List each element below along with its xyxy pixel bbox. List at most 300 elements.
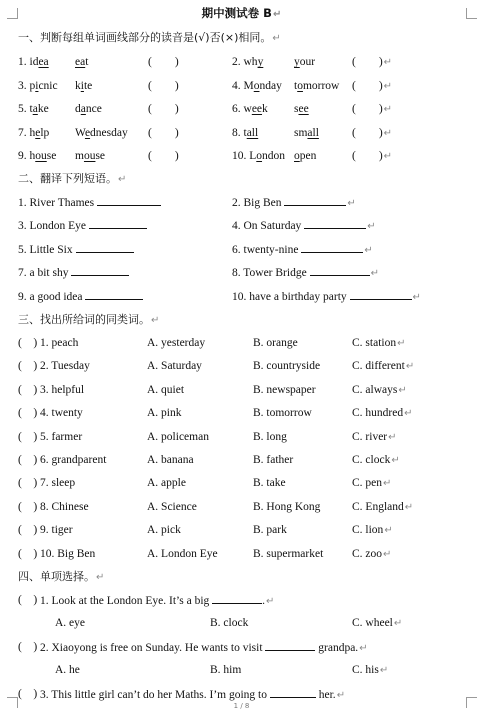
paragraph-mark-icon: ↵ — [398, 384, 407, 396]
phrase-item — [232, 217, 376, 235]
answer-blank[interactable] — [350, 288, 412, 300]
paragraph-mark-icon: ↵ — [364, 244, 373, 256]
paragraph-mark-icon: ↵ — [383, 151, 393, 162]
paragraph-mark-icon: ↵ — [383, 127, 393, 139]
question-text — [40, 639, 368, 657]
word-part: lp — [40, 126, 50, 139]
paragraph-mark-icon: ↵ — [367, 221, 376, 233]
option-a-text: A. policeman — [147, 430, 209, 443]
word-2 — [294, 125, 319, 141]
paragraph-mark-icon: ↵ — [383, 57, 393, 68]
item-number: 4. — [232, 79, 241, 92]
option-c-text: C. clock — [352, 454, 391, 466]
phrase-item — [18, 264, 129, 281]
item-number: 7. — [18, 126, 27, 139]
option-a-text: A. pink — [147, 407, 182, 420]
answer-paren[interactable] — [18, 452, 37, 468]
word-part: m — [75, 150, 84, 162]
option-c-text: C. wheel — [352, 617, 393, 629]
answer-blank[interactable] — [301, 241, 363, 253]
option-b-text: B. Hong Kong — [253, 500, 321, 513]
paren-text: ( ) — [148, 56, 179, 68]
option-c-text: C. England — [352, 500, 404, 513]
paragraph-mark-icon: ↵ — [379, 665, 389, 676]
answer-paren[interactable] — [148, 101, 179, 117]
underlined-part: all — [307, 126, 319, 139]
phonics-row — [0, 125, 483, 141]
phrase-item — [232, 264, 379, 282]
option-b-text: B. park — [253, 524, 287, 537]
category-row — [0, 335, 483, 351]
option-a[interactable] — [147, 382, 184, 398]
question-end: . — [262, 595, 266, 607]
paren-text: ( ) — [352, 126, 383, 139]
question-word-text: 7. sleep — [40, 477, 76, 490]
question-stem: 1. Look at the London Eye. It’s a big — [40, 595, 210, 607]
paragraph-mark-icon: ↵ — [118, 174, 127, 185]
word-2 — [294, 101, 309, 117]
answer-paren[interactable] — [352, 101, 392, 118]
question-word-text: 2. Tuesday — [40, 360, 90, 373]
category-row — [0, 475, 483, 491]
category-row — [0, 358, 483, 374]
answer-paren[interactable] — [352, 148, 392, 165]
translation-row — [0, 288, 483, 304]
category-row — [0, 452, 483, 468]
answer-blank[interactable] — [97, 194, 161, 206]
word-part: pen — [299, 150, 317, 162]
paragraph-mark-icon: ↵ — [272, 9, 282, 20]
option-b-text: B. supermarket — [253, 547, 324, 560]
paragraph-mark-icon: ↵ — [383, 80, 393, 92]
answer-paren[interactable]: ( ) — [18, 641, 38, 653]
option-a[interactable] — [147, 405, 182, 421]
answer-blank[interactable] — [76, 241, 134, 253]
phrase-text: 7. a bit shy — [18, 267, 69, 280]
paragraph-mark-icon: ↵ — [404, 501, 414, 513]
option-b-text: B. long — [253, 430, 287, 443]
option-a-text: A. pick — [147, 524, 181, 537]
option-c[interactable] — [352, 615, 402, 632]
paragraph-mark-icon: ↵ — [391, 455, 400, 466]
word-part: k — [75, 79, 81, 92]
paren-text: ( ) — [352, 150, 383, 162]
paragraph-mark-icon: ↵ — [359, 643, 368, 654]
option-a[interactable] — [147, 335, 205, 351]
answer-paren[interactable]: ( ) — [18, 594, 38, 606]
question-word — [40, 546, 95, 562]
option-a-text: A. banana — [147, 454, 194, 466]
paragraph-mark-icon: ↵ — [96, 572, 105, 583]
paragraph-mark-icon: ↵ — [388, 431, 397, 443]
answer-paren[interactable] — [18, 382, 37, 398]
question-text — [40, 592, 274, 610]
title-text: 期中测试卷 B — [201, 6, 272, 20]
question-word-text: 6. grandparent — [40, 454, 107, 466]
answer-paren-text: ( ) — [18, 500, 38, 513]
phrase-text: 6. twenty-nine — [232, 243, 299, 256]
word-part: t — [294, 79, 298, 92]
option-b-text: B. father — [253, 454, 294, 466]
option-b-text: B. countryside — [253, 360, 321, 373]
phonics-row — [0, 101, 483, 117]
option-b[interactable] — [253, 382, 316, 398]
question-end: her. — [318, 689, 336, 701]
underlined-part: all — [246, 126, 259, 139]
answer-paren[interactable] — [148, 78, 179, 94]
option-c[interactable] — [352, 382, 407, 399]
paragraph-mark-icon: ↵ — [393, 618, 403, 629]
option-a[interactable] — [147, 429, 209, 445]
underlined-part: ea — [38, 56, 49, 68]
word-part: t — [85, 56, 89, 68]
option-b[interactable] — [253, 335, 298, 351]
underlined-part: ou — [83, 150, 96, 162]
category-row — [0, 405, 483, 421]
answer-paren[interactable] — [148, 54, 179, 70]
answer-paren-text: ( ) — [18, 360, 38, 373]
option-b[interactable]: B. clock — [210, 617, 249, 629]
option-b-text: B. newspaper — [253, 383, 316, 396]
option-a-text: A. London Eye — [147, 547, 218, 560]
option-b[interactable] — [253, 429, 287, 445]
paren-text: ( ) — [148, 103, 179, 115]
answer-blank[interactable] — [89, 217, 147, 229]
answer-paren[interactable] — [352, 54, 392, 71]
paragraph-mark-icon: ↵ — [384, 525, 393, 537]
word-part: nce — [85, 103, 102, 115]
underlined-part: ou — [35, 150, 47, 162]
phrase-item — [232, 241, 373, 259]
option-c[interactable] — [352, 452, 400, 469]
word-part: ke — [37, 103, 49, 115]
option-b[interactable] — [253, 358, 320, 374]
option-c[interactable] — [352, 522, 393, 539]
question-stem: 3. This little girl can’t do her Maths. I’m going to — [40, 689, 267, 701]
mc-options-1 — [0, 615, 483, 631]
paren-text: ( ) — [148, 79, 179, 92]
answer-blank[interactable] — [304, 217, 366, 229]
option-a[interactable] — [147, 475, 186, 491]
word-part: W — [75, 126, 85, 139]
word-1 — [232, 78, 282, 94]
underlined-part: o — [256, 150, 263, 162]
word-part: t — [29, 103, 33, 115]
option-a[interactable] — [147, 522, 181, 538]
answer-blank[interactable] — [284, 194, 346, 206]
word-1 — [18, 148, 56, 164]
category-row — [0, 382, 483, 398]
answer-paren[interactable] — [18, 358, 37, 374]
word-part: M — [243, 79, 254, 92]
option-a[interactable] — [147, 452, 194, 468]
word-2 — [75, 54, 88, 70]
word-part: morrow — [302, 79, 340, 92]
section3-heading — [18, 312, 159, 329]
answer-paren[interactable] — [18, 405, 37, 421]
word-part: t — [243, 126, 247, 139]
paragraph-mark-icon: ↵ — [412, 291, 421, 303]
underlined-part: ea — [75, 56, 86, 68]
word-2 — [294, 54, 315, 70]
question-end: grandpa. — [318, 642, 359, 654]
question-word — [40, 429, 82, 445]
paragraph-mark-icon: ↵ — [404, 408, 413, 420]
word-2 — [75, 101, 102, 117]
option-c-text: C. hundred — [352, 407, 404, 420]
word-part: our — [299, 56, 316, 68]
phrase-text: 4. On Saturday — [232, 220, 302, 233]
phrase-text: 1. River Thames — [18, 197, 95, 209]
paragraph-mark-icon: ↵ — [383, 478, 392, 490]
answer-paren[interactable] — [148, 148, 179, 164]
answer-blank[interactable] — [212, 592, 262, 604]
underlined-part: y — [294, 56, 300, 68]
word-1 — [232, 54, 263, 70]
answer-paren-text: ( ) — [18, 337, 38, 349]
item-number: 10. — [232, 150, 247, 162]
word-part: d — [75, 103, 81, 115]
answer-paren[interactable] — [18, 522, 37, 538]
underlined-part: e — [84, 126, 91, 139]
option-b[interactable] — [253, 522, 287, 538]
question-word — [40, 335, 78, 351]
phrase-item — [232, 288, 421, 306]
underlined-part: o — [297, 79, 303, 92]
item-number: 2. — [232, 56, 241, 68]
answer-paren[interactable]: ( ) — [18, 688, 38, 700]
option-b[interactable] — [253, 452, 293, 468]
answer-paren[interactable] — [18, 499, 37, 515]
category-row — [0, 429, 483, 445]
section2-heading — [18, 171, 126, 188]
category-row — [0, 499, 483, 515]
word-2 — [75, 148, 105, 164]
answer-paren[interactable] — [352, 78, 392, 95]
underlined-part: a — [80, 103, 86, 115]
word-part: s — [294, 103, 299, 115]
answer-paren-text: ( ) — [18, 547, 38, 560]
underlined-part: i — [35, 79, 39, 92]
word-2 — [294, 78, 339, 94]
answer-paren-text: ( ) — [18, 477, 38, 490]
phrase-text: 9. a good idea — [18, 290, 83, 303]
paren-text: ( ) — [148, 126, 179, 139]
option-c[interactable] — [352, 405, 413, 422]
answer-paren[interactable] — [18, 475, 37, 491]
phrase-text: 3. London Eye — [18, 220, 87, 233]
answer-paren-text: ( ) — [18, 454, 38, 466]
option-b[interactable]: B. him — [210, 664, 242, 676]
underlined-part: ee — [251, 103, 263, 115]
underlined-part: o — [294, 150, 300, 162]
word-part: nday — [259, 79, 282, 92]
word-part: h — [29, 150, 36, 162]
option-a-text: A. apple — [147, 477, 186, 490]
answer-paren[interactable] — [148, 125, 179, 141]
paragraph-mark-icon: ↵ — [347, 198, 356, 209]
option-c[interactable] — [352, 662, 388, 679]
option-a[interactable] — [147, 358, 202, 374]
paragraph-mark-icon: ↵ — [383, 548, 392, 560]
answer-paren[interactable] — [18, 429, 37, 445]
section1-heading — [18, 30, 281, 47]
phrase-item — [232, 194, 356, 212]
question-word-text: 3. helpful — [40, 383, 85, 396]
answer-blank[interactable] — [85, 288, 143, 300]
section4-heading — [18, 569, 104, 586]
option-a-text: A. Saturday — [147, 360, 202, 373]
word-part: se — [46, 150, 57, 162]
option-c[interactable] — [352, 475, 391, 492]
paragraph-mark-icon: ↵ — [397, 338, 406, 349]
phrase-text: 5. Little Six — [18, 243, 73, 256]
option-b[interactable] — [253, 546, 323, 562]
option-c[interactable] — [352, 358, 414, 375]
section1-heading-text: 一、判断每组单词画线部分的读音是(√)否(×)相同。 — [18, 31, 272, 44]
mc-options-2 — [0, 662, 483, 678]
paragraph-mark-icon: ↵ — [370, 268, 379, 280]
question-word — [40, 382, 84, 398]
word-1 — [18, 125, 49, 141]
question-word — [40, 358, 90, 374]
option-b[interactable] — [253, 475, 286, 491]
translation-row — [0, 217, 483, 233]
item-number: 8. — [232, 126, 241, 139]
word-part: L — [249, 150, 257, 162]
option-c-text: C. station — [352, 337, 397, 349]
phrase-text: 10. have a birthday party — [232, 290, 347, 303]
question-word-text: 9. tiger — [40, 524, 73, 537]
section4-heading-text: 四、单项选择。 — [18, 570, 95, 583]
answer-blank[interactable] — [265, 639, 315, 651]
option-a[interactable] — [147, 546, 218, 562]
word-part: id — [29, 56, 39, 68]
option-b[interactable] — [253, 499, 320, 515]
section3-heading-text: 三、找出所给词的同类词。 — [18, 313, 150, 326]
underlined-part: i — [80, 79, 84, 92]
question-word-text: 10. Big Ben — [40, 547, 96, 560]
answer-paren-text: ( ) — [18, 524, 38, 537]
item-number: 1. — [18, 56, 27, 68]
word-part: p — [29, 79, 36, 92]
option-a[interactable] — [147, 499, 197, 515]
question-word — [40, 452, 106, 468]
phrase-item — [18, 288, 143, 305]
answer-paren[interactable] — [18, 335, 37, 351]
answer-blank[interactable] — [310, 264, 370, 276]
underlined-part: ee — [298, 103, 309, 115]
option-c[interactable] — [352, 429, 397, 446]
question-word-text: 1. peach — [40, 337, 79, 349]
word-2 — [75, 125, 128, 141]
word-1 — [18, 101, 49, 117]
phrase-item — [18, 241, 134, 258]
word-part: dnesday — [90, 126, 128, 139]
word-2 — [75, 78, 92, 94]
option-c-text: C. river — [352, 430, 388, 443]
underlined-part: e — [35, 126, 41, 139]
word-1 — [232, 125, 258, 141]
mc-question-3 — [0, 686, 483, 702]
word-part: se — [95, 150, 106, 162]
word-1 — [232, 101, 268, 117]
option-b-text: B. tomorrow — [253, 407, 312, 420]
phrase-item — [18, 194, 161, 211]
question-word-text: 4. twenty — [40, 407, 83, 420]
paragraph-mark-icon: ↵ — [336, 690, 346, 701]
translation-row — [0, 194, 483, 210]
underlined-part: a — [32, 103, 38, 115]
option-c-text: C. zoo — [352, 547, 383, 560]
answer-paren-text: ( ) — [18, 430, 38, 443]
word-part: ndon — [262, 150, 286, 162]
category-row — [0, 546, 483, 562]
phonics-row — [0, 78, 483, 94]
word-part: te — [83, 79, 93, 92]
page-title — [0, 5, 483, 21]
question-word — [40, 475, 75, 491]
answer-paren[interactable] — [18, 546, 37, 562]
answer-blank[interactable] — [270, 686, 316, 698]
question-stem: 2. Xiaoyong is free on Sunday. He wants to visit — [40, 642, 263, 654]
option-c[interactable] — [352, 499, 413, 516]
phonics-row — [0, 54, 483, 70]
paren-text: ( ) — [352, 103, 383, 115]
answer-paren-text: ( ) — [18, 383, 38, 396]
word-1 — [18, 78, 58, 94]
option-c-text: C. different — [352, 360, 405, 373]
question-word-text: 8. Chinese — [40, 500, 89, 513]
item-number: 5. — [18, 103, 27, 115]
word-part: k — [262, 103, 268, 115]
option-c-text: C. his — [352, 664, 379, 676]
phrase-text: 2. Big Ben — [232, 197, 282, 209]
paragraph-mark-icon: ↵ — [266, 596, 275, 607]
word-1 — [18, 54, 49, 70]
word-1 — [232, 148, 285, 164]
item-number: 9. — [18, 150, 27, 162]
section2-heading-text: 二、翻译下列短语。 — [18, 172, 117, 185]
option-a[interactable]: A. eye — [55, 617, 86, 629]
item-number: 6. — [232, 103, 241, 115]
paragraph-mark-icon: ↵ — [151, 315, 160, 326]
paragraph-mark-icon: ↵ — [405, 361, 415, 373]
word-part: cnic — [38, 79, 58, 92]
question-word — [40, 499, 89, 515]
word-part: sm — [294, 126, 308, 139]
paren-text: ( ) — [148, 150, 179, 162]
answer-paren[interactable] — [352, 125, 392, 142]
question-word-text: 5. farmer — [40, 430, 83, 443]
option-c-text: C. always — [352, 383, 398, 396]
phonics-row — [0, 148, 483, 164]
option-a-text: A. yesterday — [147, 337, 206, 349]
option-c[interactable] — [352, 546, 391, 563]
option-a-text: A. quiet — [147, 383, 185, 396]
option-c[interactable] — [352, 335, 405, 352]
option-a-text: A. Science — [147, 500, 197, 513]
option-b[interactable] — [253, 405, 312, 421]
translation-row — [0, 241, 483, 257]
option-b-text: B. take — [253, 477, 286, 490]
answer-blank[interactable] — [71, 264, 129, 276]
word-2 — [294, 148, 316, 164]
paren-text: ( ) — [352, 56, 383, 68]
option-a[interactable]: A. he — [55, 664, 80, 676]
answer-paren-text: ( ) — [18, 407, 38, 420]
phrase-item — [18, 217, 147, 234]
